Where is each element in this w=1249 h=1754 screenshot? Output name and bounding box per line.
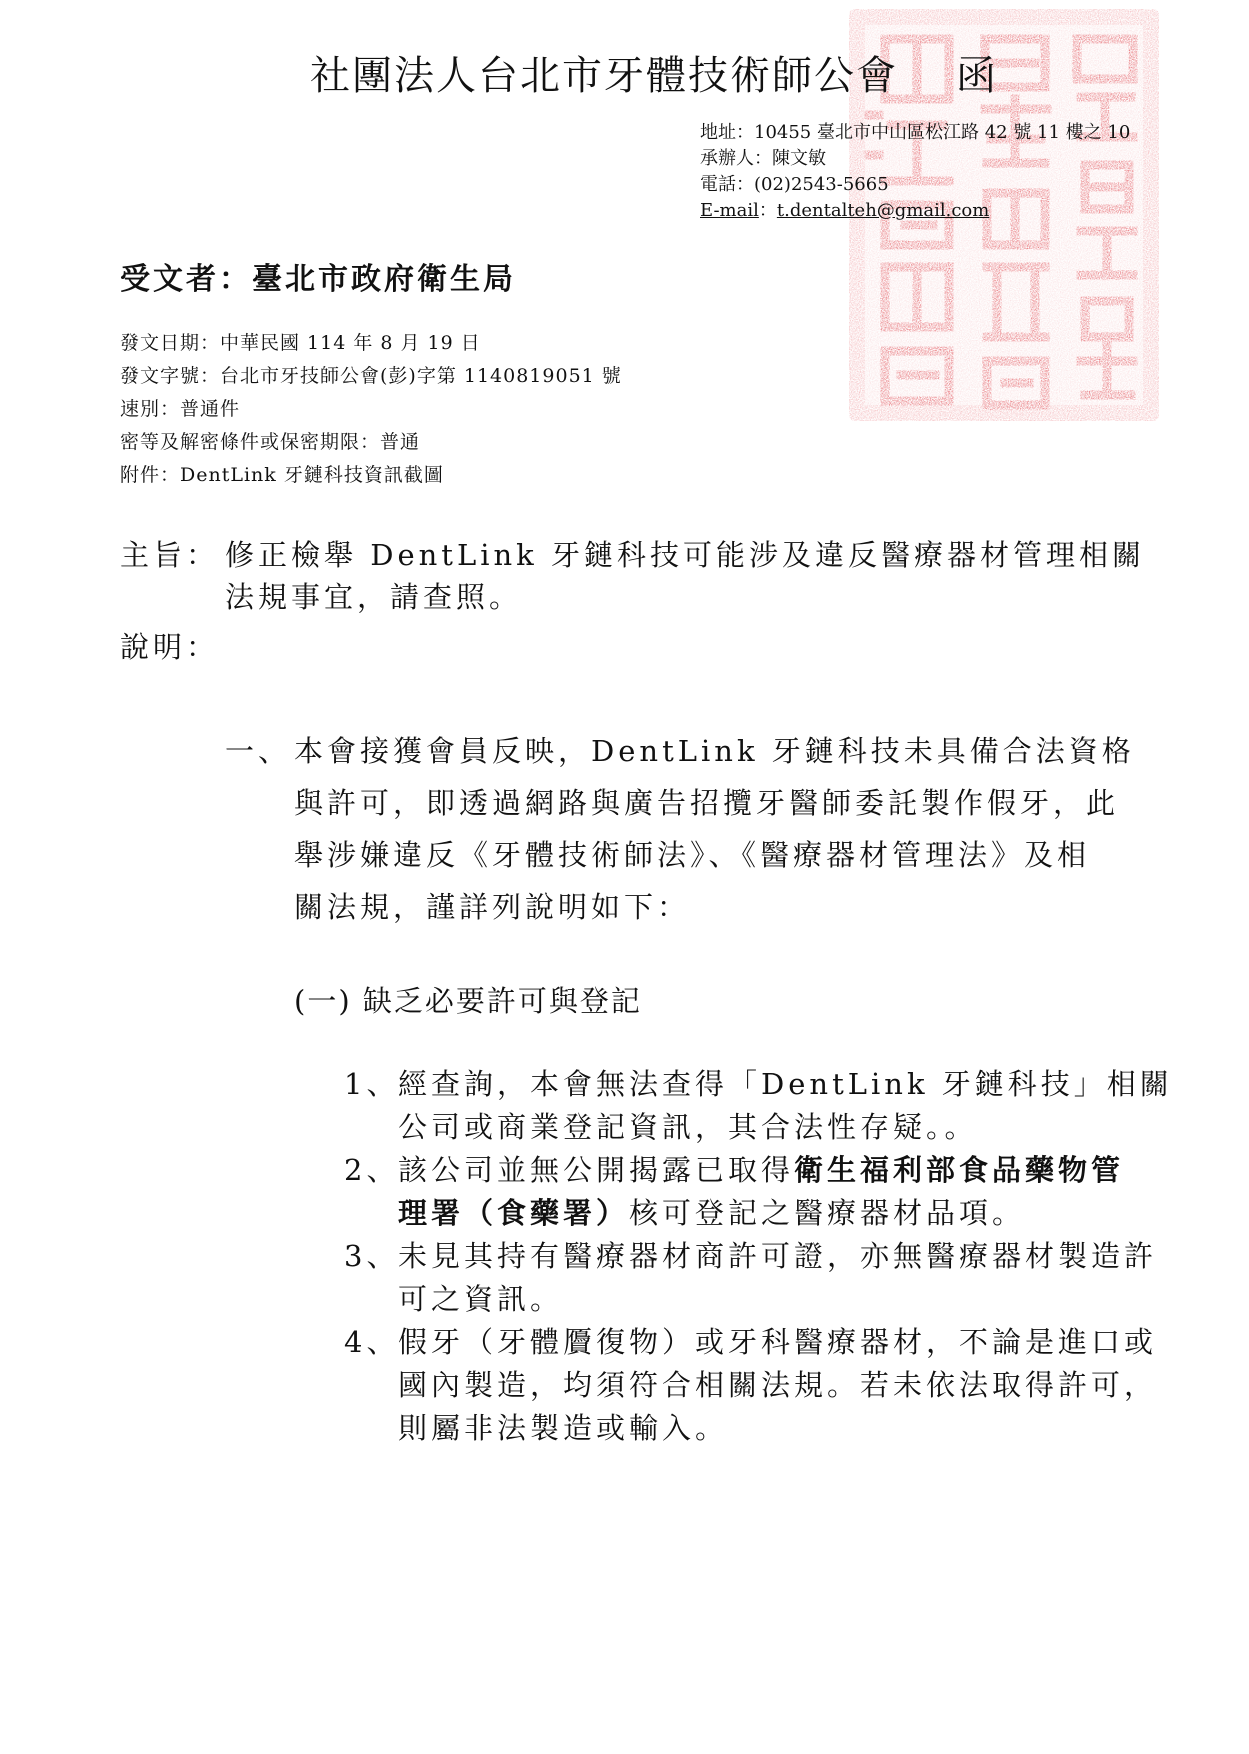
subject-label: 主旨： — [120, 538, 220, 572]
item-2-text: 該公司並無公開揭露已取得 — [398, 1153, 795, 1187]
email-link[interactable]: t.dentalteh@gmail.com — [776, 200, 990, 221]
item-4-number: 4、 — [344, 1325, 400, 1359]
email-label: E-mail — [700, 200, 759, 221]
point-1-line: 舉涉嫌違反《牙體技術師法》、《醫療器材管理法》及相 — [294, 838, 1091, 872]
org-title: 社團法人台北市牙體技術師公會 — [310, 53, 898, 99]
doc-type: 函 — [956, 53, 998, 99]
item-1-number: 1、 — [344, 1067, 400, 1101]
attachment: 附件：DentLink 牙鏈科技資訊截圖 — [120, 464, 444, 486]
email-line — [700, 196, 989, 222]
item-3-number: 3、 — [344, 1239, 400, 1273]
subject-line-1: 修正檢舉 DentLink 牙鏈科技可能涉及違反醫療器材管理相關 — [225, 538, 1145, 572]
phone-line: 電話：(02)2543-5665 — [700, 174, 889, 195]
item-1-line: 經查詢，本會無法查得「DentLink 牙鏈科技」相關 — [398, 1067, 1173, 1101]
org-title-line — [310, 44, 998, 101]
address-line: 地址：10455 臺北市中山區松江路 42 號 11 樓之 10 — [700, 122, 1131, 143]
document-number: 發文字號：台北市牙技師公會(彭)字第 1140819051 號 — [120, 365, 622, 387]
item-4-line: 國內製造，均須符合相關法規。若未依法取得許可， — [398, 1368, 1158, 1402]
item-2-text: 核可登記之醫療器材品項。 — [629, 1196, 1026, 1230]
issue-date: 發文日期：中華民國 114 年 8 月 19 日 — [120, 332, 481, 354]
item-3-line: 可之資訊。 — [398, 1282, 564, 1316]
point-1-line: 關法規，謹詳列說明如下： — [294, 890, 691, 924]
sub-heading-1: (一) 缺乏必要許可與登記 — [294, 984, 642, 1018]
item-2-line-1 — [398, 1148, 1124, 1189]
point-1-line: 本會接獲會員反映，DentLink 牙鏈科技未具備合法資格 — [294, 734, 1135, 768]
secrecy-level: 密等及解密條件或保密期限：普通 — [120, 431, 421, 453]
item-2-bold-text: 衛生福利部食品藥物管 — [794, 1153, 1125, 1187]
item-4-line: 假牙（牙體贗復物）或牙科醫療器材，不論是進口或 — [398, 1325, 1158, 1359]
handler-line: 承辦人：陳文敏 — [700, 148, 826, 169]
recipient: 受文者：臺北市政府衛生局 — [120, 262, 516, 297]
item-4-line: 則屬非法製造或輸入。 — [398, 1411, 729, 1445]
item-2-number: 2、 — [344, 1153, 400, 1187]
item-2-line-2 — [398, 1191, 1025, 1232]
point-1-marker: 一、 — [225, 734, 292, 768]
item-1-line: 公司或商業登記資訊，其合法性存疑。。 — [398, 1110, 978, 1144]
item-2-bold-text: 理署（食藥署） — [398, 1196, 630, 1230]
delivery-speed: 速別：普通件 — [120, 398, 241, 420]
explanation-label: 說明： — [120, 630, 220, 664]
email-separator: ： — [758, 200, 777, 221]
subject-line-2: 法規事宜，請查照。 — [225, 580, 523, 614]
item-3-line: 未見其持有醫療器材商許可證，亦無醫療器材製造許 — [398, 1239, 1158, 1273]
point-1-line: 與許可，即透過網路與廣告招攬牙醫師委託製作假牙，此 — [294, 786, 1120, 820]
